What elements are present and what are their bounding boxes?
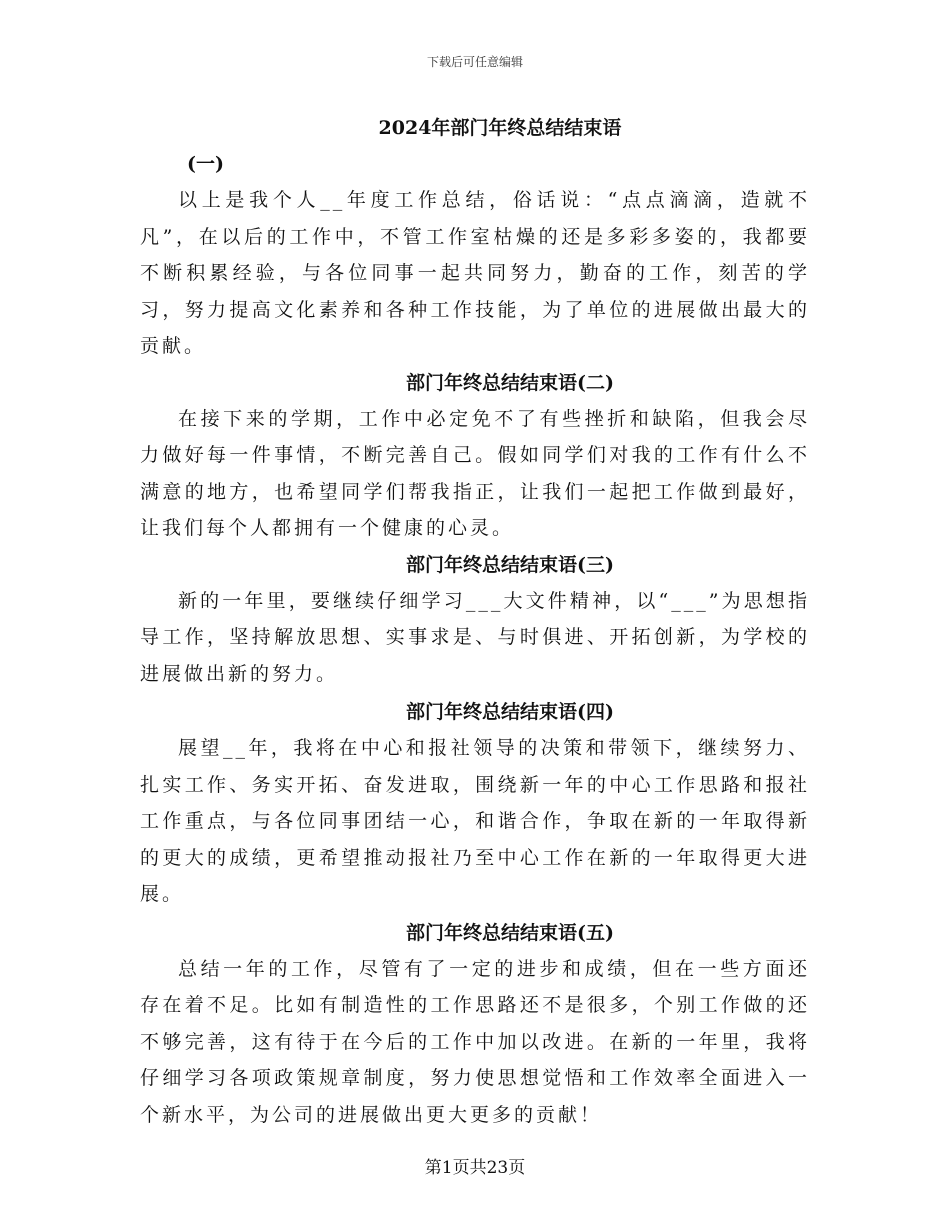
section-4-paragraph: 展望__年，我将在中心和报社领导的决策和带领下，继续努力、扎实工作、务实开拓、奋发进取，围绕新一年的中心工作思路和报社工作重点，与各位同事团结一心，和谐合作，争取在新的一年取得新的更大的成绩，更希望推动报社乃至中心工作在新的一年取得更大进展。 [140, 737, 810, 905]
section-2-paragraph: 在接下来的学期，工作中必定免不了有些挫折和缺陷，但我会尽力做好每一件事情，不断完善自己。假如同学们对我的工作有什么不满意的地方，也希望同学们帮我指正，让我们一起把工作做到最好，让我们每个人都拥有一个健康的心灵。 [140, 407, 810, 539]
section-1-label: (一) [187, 153, 224, 175]
header-note: 下载后可任意编辑 [426, 55, 523, 69]
page-number: 第1页共23页 [424, 1158, 526, 1178]
section-2-title: 部门年终总结结束语(二) [406, 371, 614, 394]
document-body [140, 110, 810, 1133]
section-3-title: 部门年终总结结束语(三) [406, 553, 614, 576]
section-3-paragraph: 新的一年里，要继续仔细学习___大文件精神，以“___”为思想指导工作，坚持解放思想、实事求是、与时俱进、开拓创新，为学校的进展做出新的努力。 [140, 589, 810, 685]
document-title: 2024年部门年终总结结束语 [378, 117, 622, 139]
section-1-paragraph: 以上是我个人__年度工作总结，俗话说：“点点滴滴，造就不凡”，在以后的工作中，不管工作室枯燥的还是多彩多姿的，我都要不断积累经验，与各位同事一起共同努力，勤奋的工作，刻苦的学习，努力提高文化素养和各种工作技能，为了单位的进展做出最大的贡献。 [140, 189, 810, 357]
section-5-paragraph: 总结一年的工作，尽管有了一定的进步和成绩，但在一些方面还存在着不足。比如有制造性的工作思路还不是很多，个别工作做的还不够完善，这有待于在今后的工作中加以改进。在新的一年里，我将仔细学习各项政策规章制度，努力使思想觉悟和工作效率全面进入一个新水平，为公司的进展做出更大更多的贡献！ [140, 957, 810, 1126]
section-5-title: 部门年终总结结束语(五) [406, 921, 614, 944]
section-4-title: 部门年终总结结束语(四) [406, 701, 614, 723]
